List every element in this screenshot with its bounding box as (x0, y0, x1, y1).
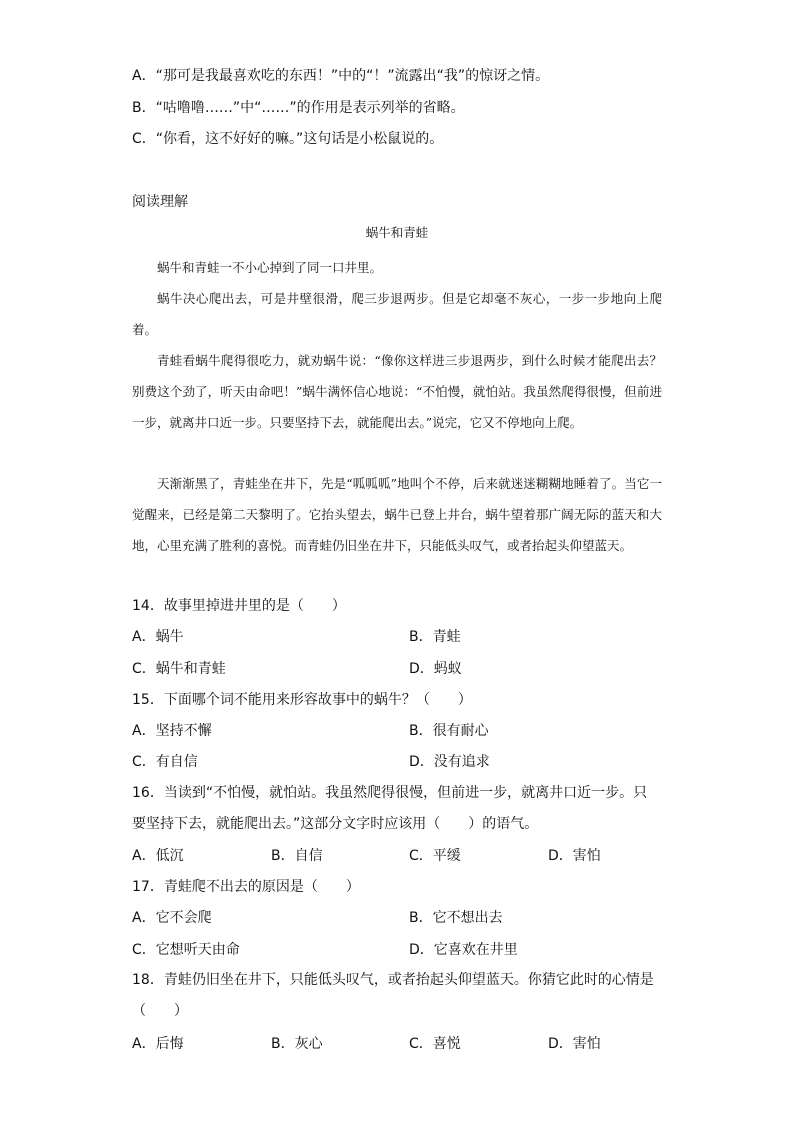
option-line: C．“你看，这不好好的嘛。”这句话是小松鼠说的。 (132, 131, 444, 147)
question-stem: 18．青蛙仍旧坐在井下，只能低头叹气，或者抬起头仰望蓝天。你猜它此时的心情是（ ） (132, 972, 654, 1019)
answer-option: C．有自信 (132, 754, 198, 770)
question-stem: 15．下面哪个词不能用来形容故事中的蜗牛？（ ） (132, 692, 472, 708)
question-stem: 17．青蛙爬不出去的原因是（ ） (132, 879, 360, 895)
question-stem: 16．当读到“不怕慢，就怕站。我虽然爬得很慢，但前进一步，就离井口近一步。只要坚持下去，就能爬出去。”这部分文字时应该用（ ）的语气。 (132, 785, 648, 832)
option-line: B．“咕噜噜……”中“……”的作用是表示列举的省略。 (132, 100, 465, 116)
story-paragraph: 青蛙看蜗牛爬得很吃力，就劝蜗牛说：“像你这样进三步退两步，到什么时候才能爬出去？别费这个劲了，听天由命吧！”蜗牛满怀信心地说：“不怕慢，就怕站。我虽然爬得很慢，但前进一步，就离井口近一步。只要坚持下去，就能爬出去。”说完，它又不停地向上爬。 (132, 353, 662, 430)
answer-option: C．蜗牛和青蛙 (132, 661, 226, 677)
section-title: 阅读理解 (132, 194, 188, 210)
story-paragraph: 蜗牛和青蛙一不小心掉到了同一口井里。 (157, 260, 383, 275)
answer-option: C．平缓 (409, 848, 461, 864)
question-stem: 14．故事里掉进井里的是（ ） (132, 598, 346, 614)
answer-option: D．害怕 (548, 848, 601, 864)
answer-option: B．自信 (271, 848, 323, 864)
answer-option: A．坚持不懈 (132, 723, 212, 739)
answer-option: C．喜悦 (409, 1036, 461, 1052)
answer-option: D．害怕 (548, 1036, 601, 1052)
answer-option: B．灰心 (271, 1036, 323, 1052)
story-paragraph: 天渐渐黑了，青蛙坐在井下，先是“呱呱呱”地叫个不停，后来就迷迷糊糊地睡着了。当它一觉醒来，已经是第二天黎明了。它抬头望去，蜗牛已登上井台，蜗牛望着那广阔无际的蓝天和大地，心里充满了胜利的喜悦。而青蛙仍旧坐在井下，只能低头叹气，或者抬起头仰望蓝天。 (132, 476, 662, 553)
answer-option: D．蚂蚁 (409, 661, 462, 677)
answer-option: B．青蛙 (409, 629, 461, 645)
answer-option: A．低沉 (132, 848, 184, 864)
answer-option: D．没有追求 (409, 754, 490, 770)
answer-option: A．它不会爬 (132, 910, 212, 926)
answer-option: B．很有耐心 (409, 723, 489, 739)
answer-option: B．它不想出去 (409, 910, 503, 926)
option-line: A．“那可是我最喜欢吃的东西！”中的“！”流露出“我”的惊讶之情。 (132, 68, 550, 84)
answer-option: C．它想听天由命 (132, 942, 240, 958)
story-paragraph: 蜗牛决心爬出去，可是井壁很滑，爬三步退两步。但是它却毫不灰心，一步一步地向上爬着。 (132, 291, 662, 337)
answer-option: A．后悔 (132, 1036, 184, 1052)
answer-option: D．它喜欢在井里 (409, 942, 518, 958)
story-title: 蜗牛和青蛙 (365, 225, 429, 240)
answer-option: A．蜗牛 (132, 629, 184, 645)
